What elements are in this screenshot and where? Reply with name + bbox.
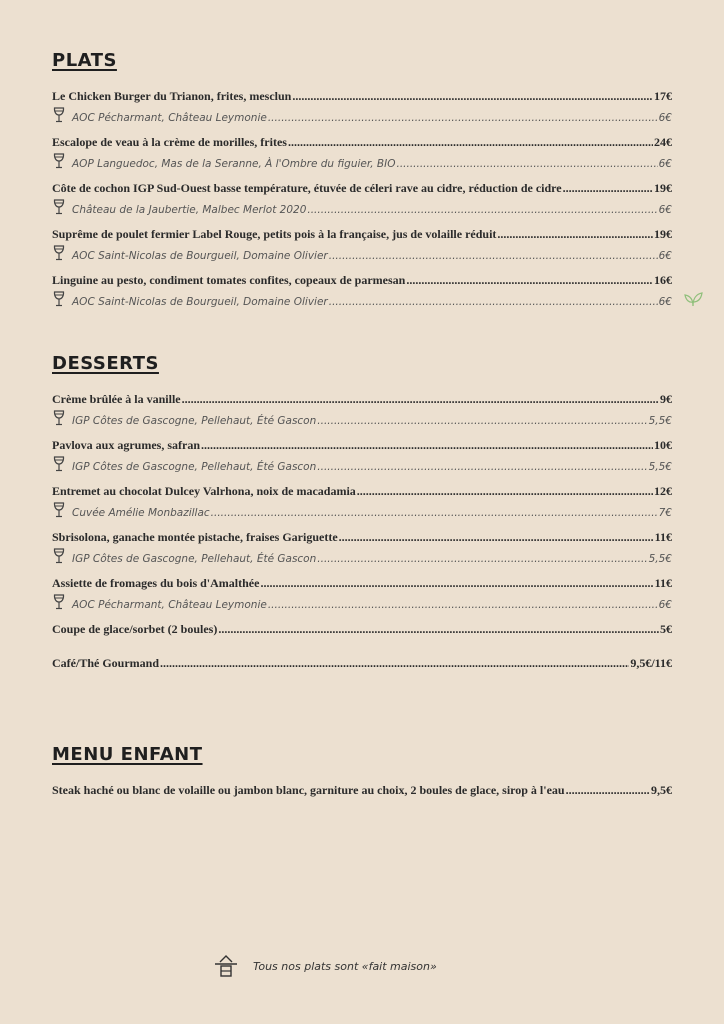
wine-name: AOC Saint-Nicolas de Bourgueil, Domaine Olivier: [72, 296, 328, 308]
dish-name: Assiette de fromages du bois d'Amalthée: [52, 576, 260, 590]
menu-item: [52, 134, 672, 170]
dish-name: Côte de cochon IGP Sud-Ouest basse température, étuvée de céleri rave au cidre, réduction de cidre: [52, 181, 562, 195]
wine-line: [52, 243, 672, 262]
dish-line: [52, 437, 672, 454]
dish-name: Café/Thé Gourmand: [52, 656, 160, 670]
wine-line: [52, 151, 672, 170]
menu-item: [52, 529, 672, 565]
leader-dots: [339, 529, 654, 546]
leader-dots: [329, 294, 658, 310]
wine-name: IGP Côtes de Gascogne, Pellehaut, Été Gascon: [72, 461, 317, 473]
dish-line: [52, 483, 672, 500]
wine-name: AOC Pécharmant, Château Leymonie: [72, 112, 267, 124]
dish-price: 24€: [654, 135, 672, 149]
wine-name: AOC Pécharmant, Château Leymonie: [72, 599, 267, 611]
wine-name: IGP Côtes de Gascogne, Pellehaut, Été Gascon: [72, 415, 317, 427]
wine-line: [52, 197, 672, 216]
wine-glass-icon: [52, 245, 66, 261]
dish-line: [52, 272, 672, 289]
dish-price: 11€: [654, 576, 672, 590]
wine-name: AOP Languedoc, Mas de la Seranne, À l'Ombre du figuier, BIO: [72, 158, 396, 170]
leader-dots: [396, 156, 657, 172]
menu-item: [52, 655, 672, 672]
footer-text: Tous nos plats sont «fait maison»: [253, 959, 437, 973]
dish-line: [52, 226, 672, 243]
wine-glass-icon: [52, 107, 66, 123]
dish-price: 5€: [660, 622, 672, 636]
section-title-plats: PLATS: [52, 50, 117, 71]
wine-price: 5,5€: [648, 415, 672, 427]
leader-dots: [211, 505, 658, 521]
leader-dots: [317, 459, 647, 475]
dish-price: 16€: [654, 273, 672, 287]
wine-line: [52, 408, 672, 427]
wine-glass-icon: [52, 153, 66, 169]
leader-dots: [292, 88, 653, 105]
section-enfant: [52, 744, 672, 799]
dish-line: [52, 391, 672, 408]
section-title-enfant: MENU ENFANT: [52, 744, 203, 765]
dish-line: [52, 180, 672, 197]
wine-price: 5,5€: [648, 461, 672, 473]
leader-dots: [329, 248, 658, 264]
dish-line: [52, 575, 672, 592]
wine-line: [52, 592, 672, 611]
house-icon: [213, 954, 239, 978]
dish-price: 9,5€/11€: [630, 656, 672, 670]
dish-line: [52, 134, 672, 151]
wine-glass-icon: [52, 548, 66, 564]
menu-item: [52, 575, 672, 611]
section-plats: [52, 50, 672, 318]
menu-item: [52, 437, 672, 473]
leader-dots: [566, 782, 650, 799]
menu-item: [52, 391, 672, 427]
wine-glass-icon: [52, 502, 66, 518]
wine-glass-icon: [52, 456, 66, 472]
leader-dots: [317, 413, 647, 429]
leader-dots: [317, 551, 647, 567]
dish-price: 10€: [654, 438, 672, 452]
footer: [213, 954, 437, 978]
dish-name: Crème brûlée à la vanille: [52, 392, 181, 406]
menu-item: [52, 88, 672, 124]
dish-name: Steak haché ou blanc de volaille ou jambon blanc, garniture au choix, 2 boules de glace, sirop à l'eau: [52, 783, 565, 797]
wine-name: AOC Saint-Nicolas de Bourgueil, Domaine Olivier: [72, 250, 328, 262]
dish-name: Pavlova aux agrumes, safran: [52, 438, 200, 452]
menu-item: [52, 621, 672, 638]
section-desserts: [52, 353, 672, 689]
leader-dots: [307, 202, 657, 218]
leaf-icon: [682, 290, 704, 308]
dish-line: [52, 529, 672, 546]
dish-price: 9,5€: [651, 783, 672, 797]
leader-dots: [260, 575, 653, 592]
wine-name: Château de la Jaubertie, Malbec Merlot 2020: [72, 204, 307, 216]
dish-price: 12€: [654, 484, 672, 498]
dish-price: 9€: [660, 392, 672, 406]
wine-name: IGP Côtes de Gascogne, Pellehaut, Été Gascon: [72, 553, 317, 565]
dish-name: Suprême de poulet fermier Label Rouge, petits pois à la française, jus de volaille réduit: [52, 227, 497, 241]
dish-name: Linguine au pesto, condiment tomates confites, copeaux de parmesan: [52, 273, 406, 287]
dish-name: Coupe de glace/sorbet (2 boules): [52, 622, 218, 636]
wine-line: [52, 289, 672, 308]
leader-dots: [288, 134, 653, 151]
wine-price: 6€: [658, 158, 672, 170]
dish-price: 19€: [654, 227, 672, 241]
wine-price: 7€: [658, 507, 672, 519]
leader-dots: [563, 180, 653, 197]
plats-list: [52, 88, 672, 308]
wine-glass-icon: [52, 594, 66, 610]
wine-line: [52, 500, 672, 519]
wine-price: 6€: [658, 112, 672, 124]
wine-price: 6€: [658, 204, 672, 216]
wine-price: 6€: [658, 250, 672, 262]
leader-dots: [357, 483, 653, 500]
wine-price: 5,5€: [648, 553, 672, 565]
leader-dots: [406, 272, 653, 289]
wine-line: [52, 454, 672, 473]
leader-dots: [497, 226, 653, 243]
leader-dots: [201, 437, 653, 454]
wine-glass-icon: [52, 410, 66, 426]
dish-price: 11€: [654, 530, 672, 544]
wine-line: [52, 546, 672, 565]
leader-dots: [182, 391, 659, 408]
wine-glass-icon: [52, 291, 66, 307]
desserts-extras: [52, 621, 672, 672]
wine-name: Cuvée Amélie Monbazillac: [72, 507, 210, 519]
section-title-desserts: DESSERTS: [52, 353, 159, 374]
menu-item: [52, 180, 672, 216]
enfant-dish: [52, 782, 672, 799]
dish-name: Sbrisolona, ganache montée pistache, fraises Gariguette: [52, 530, 338, 544]
menu-item: [52, 483, 672, 519]
dish-price: 19€: [654, 181, 672, 195]
leader-dots: [160, 655, 629, 672]
leader-dots: [218, 621, 659, 638]
leader-dots: [268, 597, 658, 613]
wine-glass-icon: [52, 199, 66, 215]
wine-price: 6€: [658, 296, 672, 308]
dish-name: Escalope de veau à la crème de morilles, frites: [52, 135, 287, 149]
dish-name: Entremet au chocolat Dulcey Valrhona, noix de macadamia: [52, 484, 356, 498]
wine-price: 6€: [658, 599, 672, 611]
dish-name: Le Chicken Burger du Trianon, frites, mesclun: [52, 89, 292, 103]
leader-dots: [268, 110, 658, 126]
menu-item: [52, 226, 672, 262]
wine-line: [52, 105, 672, 124]
desserts-list: [52, 391, 672, 611]
dish-line: [52, 88, 672, 105]
dish-price: 17€: [654, 89, 672, 103]
menu-item: [52, 272, 672, 308]
